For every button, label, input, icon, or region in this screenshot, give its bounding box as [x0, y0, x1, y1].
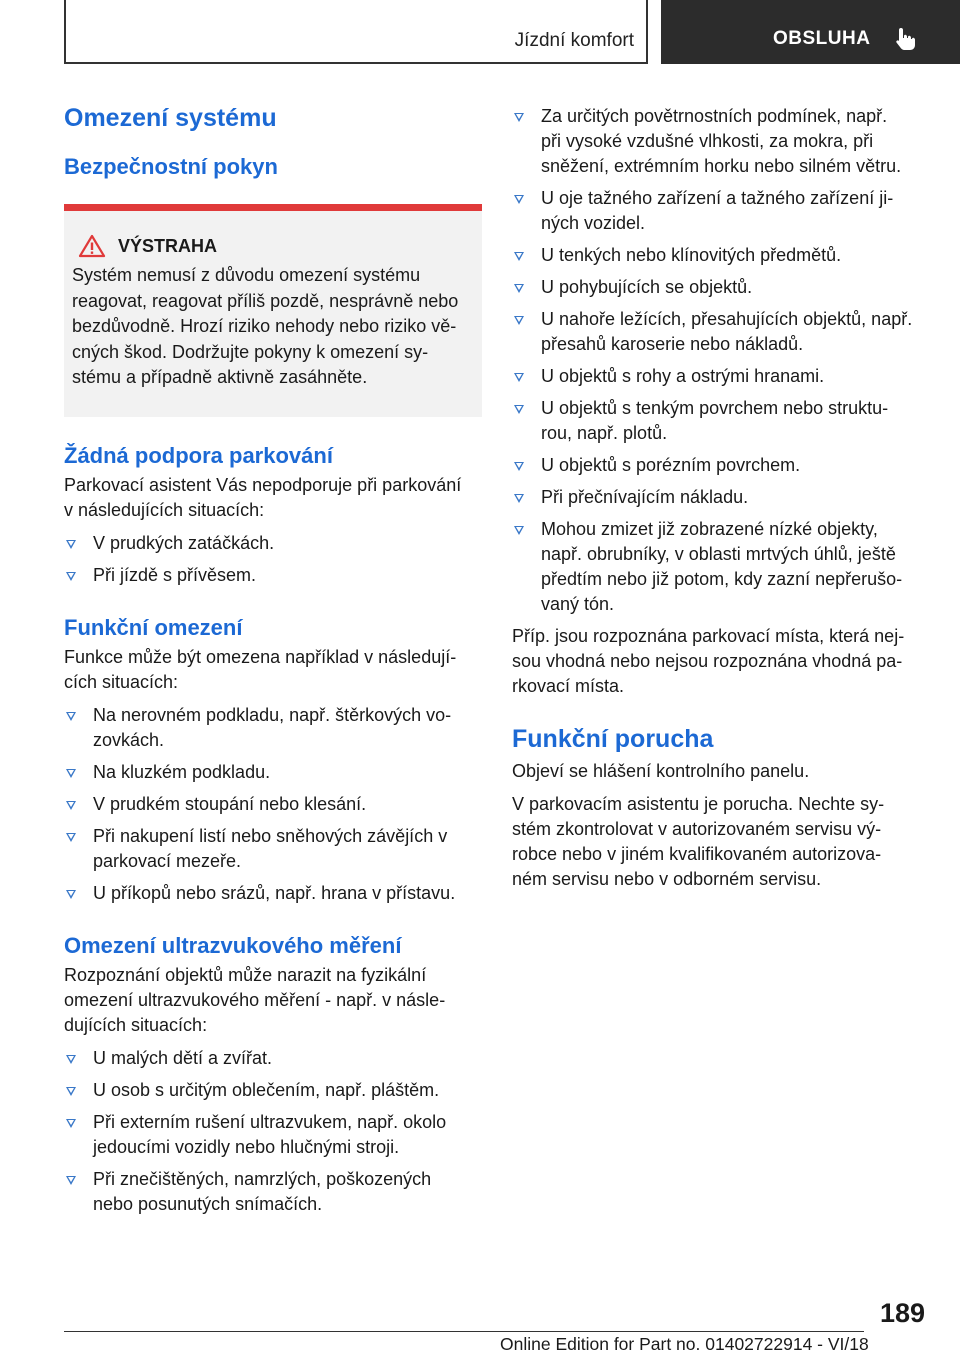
- bullet-triangle-icon: [66, 769, 76, 778]
- warning-box: [64, 204, 482, 417]
- section-heading-limits: Funkční omezení: [64, 614, 243, 640]
- list-item: U objektů s tenkým povrchem nebo struktu- rou, např. plotů.: [512, 396, 930, 446]
- header-tab-obsluha: [661, 0, 960, 64]
- bullet-triangle-icon: [66, 890, 76, 899]
- list-item: U oje tažného zařízení a tažného zařízení ji- ných vozidel.: [512, 186, 930, 236]
- warning-triangle-icon: [78, 234, 106, 258]
- list-item: Za určitých povětrnostních podmínek, např. při vysoké vzdušné vlhkosti, za mokra, při sněžení, extrémním horku nebo silném větru.: [512, 104, 930, 179]
- section-intro-limits: Funkce může být omezena například v následují- cích situacích:: [64, 646, 457, 692]
- list-item: Mohou zmizet již zobrazené nízké objekty, např. obrubníky, v oblasti mrtvých úhlů, ještě předtím nebo již potom, kdy zazní nepřerušo- vaný tón.: [512, 517, 930, 617]
- list-ultrasound: [64, 1046, 482, 1217]
- bullet-triangle-icon: [66, 833, 76, 842]
- bullet-triangle-icon: [514, 405, 524, 414]
- list-item: U příkopů nebo srázů, např. hrana v přístavu.: [64, 881, 482, 906]
- bullet-triangle-icon: [66, 1119, 76, 1128]
- hand-pointer-icon: [893, 26, 919, 52]
- bullet-triangle-icon: [514, 526, 524, 535]
- list-item: Na nerovném podkladu, např. štěrkových vo- zovkách.: [64, 703, 482, 753]
- list-item: U nahoře ležících, přesahujících objektů, např. přesahů karoserie nebo nákladů.: [512, 307, 930, 357]
- left-column: [64, 98, 482, 1224]
- parking-space-note: Příp. jsou rozpoznána parkovací místa, která nej- sou vhodná nebo nejsou rozpoznána vhodná pa- rkovací místa.: [512, 626, 905, 696]
- section-heading-no-support: Žádná podpora parkování: [64, 442, 333, 468]
- bullet-triangle-icon: [66, 712, 76, 721]
- list-item: U objektů s rohy a ostrými hranami.: [512, 364, 930, 389]
- list-item: Při nakupení listí nebo sněhových závějích v parkovací mezeře.: [64, 824, 482, 874]
- page-number: 189: [880, 1298, 926, 1328]
- list-item: Na kluzkém podkladu.: [64, 760, 482, 785]
- list-item: Při jízdě s přívěsem.: [64, 563, 482, 588]
- list-item: U objektů s porézním povrchem.: [512, 453, 930, 478]
- section-heading-fault: Funkční porucha: [512, 725, 714, 753]
- bullet-triangle-icon: [66, 540, 76, 549]
- bullet-triangle-icon: [66, 801, 76, 810]
- bullet-triangle-icon: [514, 316, 524, 325]
- list-item: U pohybujících se objektů.: [512, 275, 930, 300]
- bullet-triangle-icon: [514, 195, 524, 204]
- bullet-triangle-icon: [66, 1176, 76, 1185]
- footer-edition-text: Online Edition for Part no. 01402722914 - VI/18: [500, 1334, 869, 1354]
- list-item: U osob s určitým oblečením, např. pláštěm.: [64, 1078, 482, 1103]
- right-column: [512, 104, 930, 892]
- section-intro-ultrasound: Rozpoznání objektů může narazit na fyzikální omezení ultrazvukového měření - např. v násle- dujících situacích:: [64, 964, 446, 1035]
- bullet-triangle-icon: [66, 1087, 76, 1096]
- bullet-triangle-icon: [514, 494, 524, 503]
- list-ultrasound-continued: [512, 104, 930, 617]
- list-item: Při externím rušení ultrazvukem, např. okolo jedoucími vozidly nebo hlučnými stroji.: [64, 1110, 482, 1160]
- bullet-triangle-icon: [514, 252, 524, 261]
- bullet-triangle-icon: [514, 373, 524, 382]
- header-section-box: [64, 0, 648, 64]
- bullet-triangle-icon: [514, 284, 524, 293]
- list-item: U tenkých nebo klínovitých předmětů.: [512, 243, 930, 268]
- safety-note-title: Bezpečnostní pokyn: [64, 154, 278, 179]
- list-item: V prudkých zatáčkách.: [64, 531, 482, 556]
- list-no-support: [64, 531, 482, 588]
- warning-title: VÝSTRAHA: [118, 235, 218, 256]
- list-limits: [64, 703, 482, 906]
- fault-text-1: Objeví se hlášení kontrolního panelu.: [512, 761, 810, 781]
- page-title: Omezení systému: [64, 104, 277, 132]
- bullet-triangle-icon: [66, 572, 76, 581]
- list-item: V prudkém stoupání nebo klesání.: [64, 792, 482, 817]
- section-intro-no-support: Parkovací asistent Vás nepodporuje při parkování v následujících situacích:: [64, 474, 462, 520]
- list-item: U malých dětí a zvířat.: [64, 1046, 482, 1071]
- header-section-title: Jízdní komfort: [514, 30, 634, 51]
- bullet-triangle-icon: [514, 462, 524, 471]
- footer-divider: [64, 1331, 864, 1332]
- section-heading-ultrasound: Omezení ultrazvukového měření: [64, 932, 402, 958]
- bullet-triangle-icon: [66, 1055, 76, 1064]
- list-item: Při znečištěných, namrzlých, poškozených nebo posunutých snímačích.: [64, 1167, 482, 1217]
- fault-text-2: V parkovacím asistentu je porucha. Nechte sy- stém zkontrolovat v autorizovaném servisu vý- robce nebo v jiném kvalifikovaném autorizova- ném servisu nebo v odborném servisu.: [512, 794, 885, 889]
- footer-edition: [500, 1334, 869, 1355]
- header-tab-label: OBSLUHA: [773, 28, 871, 49]
- bullet-triangle-icon: [514, 113, 524, 122]
- warning-text: Systém nemusí z důvodu omezení systému reagovat, reagovat příliš pozdě, nesprávně nebo bezdůvodně. Hrozí riziko nehody nebo riziko vě- cných škod. Dodržujte pokyny k omezení sy- stému a případně aktivně zasáhněte.: [72, 265, 459, 387]
- list-item: Při přečnívajícím nákladu.: [512, 485, 930, 510]
